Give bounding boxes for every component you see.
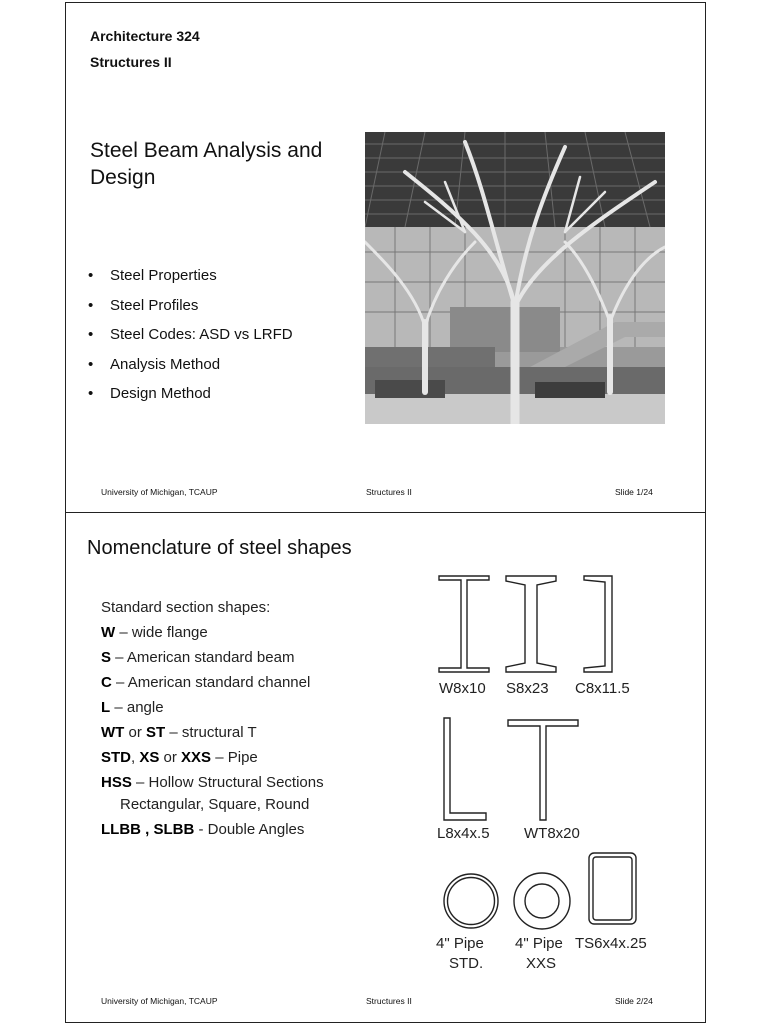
- label-pipe-std: 4" Pipe: [436, 935, 484, 952]
- slide-title: Nomenclature of steel shapes: [87, 537, 352, 559]
- pipe-std-shape-icon: [444, 874, 498, 928]
- standard-beam-shape-icon: [506, 576, 556, 672]
- label-ts6x4x-25: TS6x4x.25: [575, 935, 647, 952]
- list-intro: Standard section shapes:: [101, 599, 271, 616]
- footer-university: University of Michigan, TCAUP: [101, 996, 218, 1006]
- shape-nomenclature-list: [101, 599, 324, 846]
- label-wt8x20: WT8x20: [524, 825, 580, 842]
- label-c8x11-5: C8x11.5: [575, 680, 630, 697]
- list-item: W – wide flange: [101, 624, 208, 641]
- list-item: C – American standard channel: [101, 674, 311, 691]
- list-item-sub: Rectangular, Square, Round: [120, 796, 310, 813]
- bullet-item: • Steel Profiles: [88, 296, 199, 314]
- footer-course: Structures II: [366, 996, 412, 1006]
- list-item: L – angle: [101, 699, 164, 716]
- list-item: S – American standard beam: [101, 649, 295, 666]
- list-item: WT or ST – structural T: [101, 724, 257, 741]
- label-pipe-std-sub: STD.: [449, 955, 484, 972]
- footer-course: Structures II: [366, 487, 412, 497]
- label-l8x4x-5: L8x4x.5: [437, 825, 490, 842]
- footer-slide-number: Slide 2/24: [615, 996, 653, 1006]
- bullet-item: • Steel Codes: ASD vs LRFD: [88, 326, 293, 343]
- list-item: STD, XS or XXS – Pipe: [101, 749, 258, 766]
- course-number: Architecture 324: [90, 28, 200, 44]
- structural-tee-shape-icon: [508, 720, 578, 820]
- course-name: Structures II: [90, 54, 172, 70]
- list-item: HSS – Hollow Structural Sections: [101, 774, 324, 791]
- channel-shape-icon: [584, 576, 612, 672]
- tube-section-shape-icon: [589, 853, 636, 924]
- label-pipe-xxs: 4" Pipe: [515, 935, 563, 952]
- wide-flange-shape-icon: [439, 576, 489, 672]
- footer-university: University of Michigan, TCAUP: [101, 487, 218, 497]
- list-item: LLBB , SLBB - Double Angles: [101, 821, 305, 838]
- steel-tree-columns-photo: [365, 132, 665, 424]
- slide-1: [65, 2, 706, 514]
- bullet-item: • Steel Properties: [88, 267, 217, 284]
- label-pipe-xxs-sub: XXS: [526, 955, 557, 972]
- slide-title: Steel Beam Analysis and Design: [90, 139, 323, 189]
- footer-slide-number: Slide 1/24: [615, 487, 653, 497]
- slide-2: [65, 512, 706, 1023]
- bullet-item: • Design Method: [88, 385, 211, 402]
- bullet-item: • Analysis Method: [88, 355, 221, 373]
- label-s8x23: S8x23: [506, 680, 549, 697]
- pipe-xxs-shape-icon: [514, 873, 570, 929]
- bullet-list: [88, 267, 293, 415]
- label-w8x10: W8x10: [439, 680, 486, 697]
- angle-shape-icon: [444, 718, 486, 820]
- steel-shapes-drawings: [426, 568, 696, 963]
